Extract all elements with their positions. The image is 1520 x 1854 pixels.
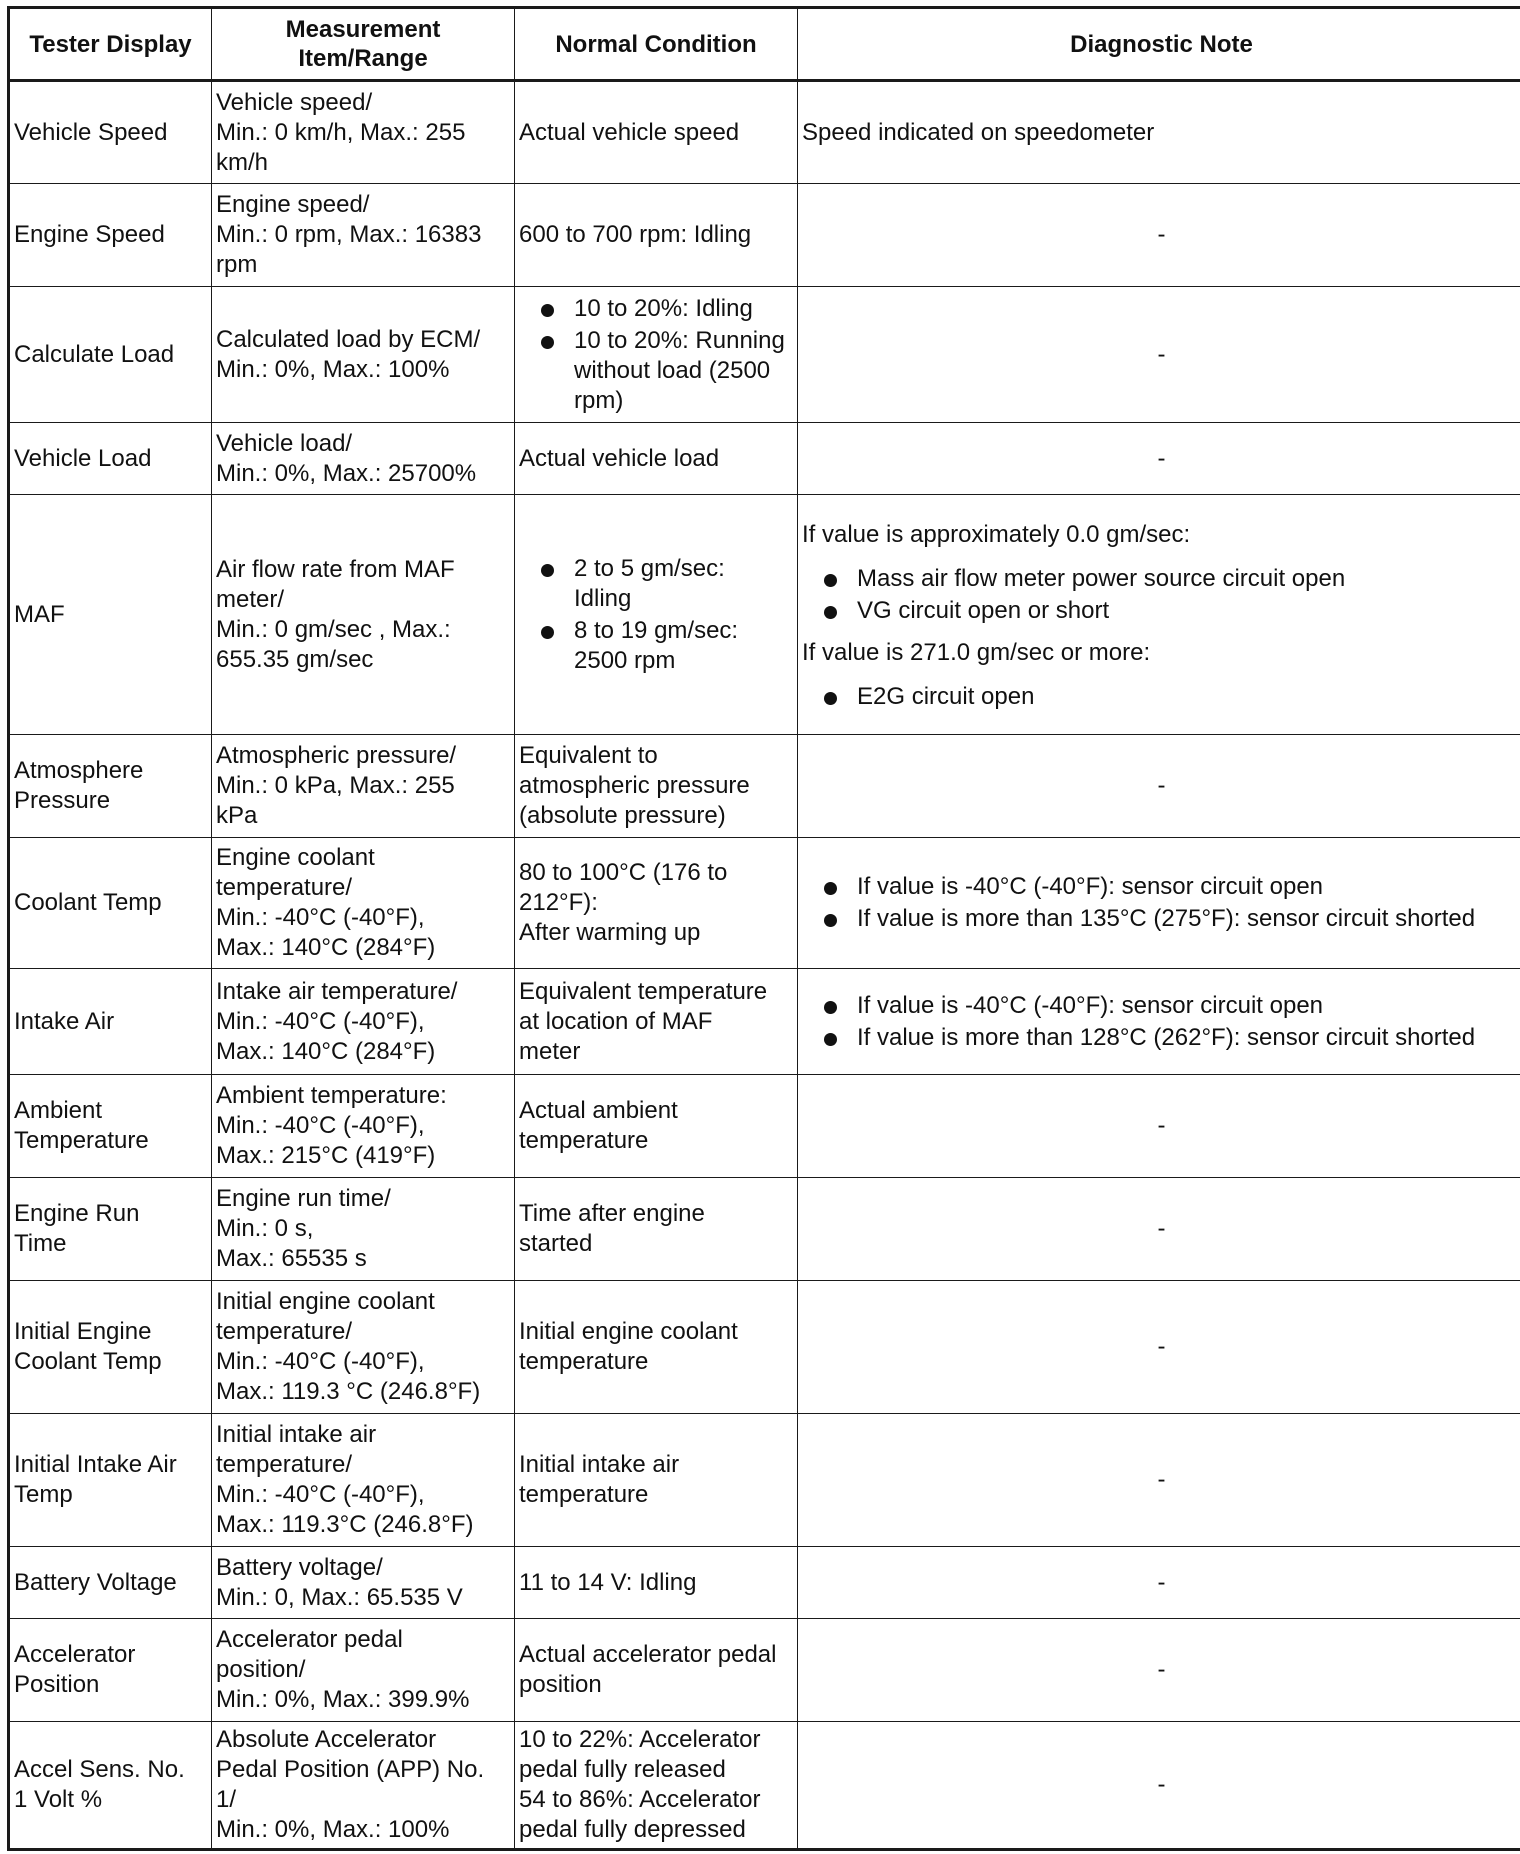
- measurement-cell: Atmospheric pressure/ Min.: 0 kPa, Max.: 255 kPa: [212, 735, 515, 838]
- diagnostic-note-cell: Speed indicated on speedometer: [798, 81, 1520, 184]
- measurement-cell: Vehicle speed/ Min.: 0 km/h, Max.: 255 km/h: [212, 81, 515, 184]
- measurement-cell: Engine speed/ Min.: 0 rpm, Max.: 16383 rpm: [212, 184, 515, 287]
- table-row: [9, 495, 1520, 735]
- header-tester-display: Tester Display: [9, 8, 212, 81]
- tester-display-cell: Engine Speed: [9, 184, 212, 287]
- list-item: 10 to 20%: Idling: [574, 294, 793, 324]
- measurement-cell: Initial intake air temperature/ Min.: -40°C (-40°F), Max.: 119.3°C (246.8°F): [212, 1414, 515, 1547]
- normal-condition-cell: Initial engine coolant temperature: [515, 1281, 798, 1414]
- table-row: [9, 1075, 1520, 1178]
- diagnostic-note-cell: -: [798, 735, 1520, 838]
- tester-display-cell: Calculate Load: [9, 287, 212, 423]
- tester-display-cell: Accel Sens. No. 1 Volt %: [9, 1722, 212, 1850]
- normal-condition-cell: [515, 287, 798, 423]
- diagnostic-note-cell: -: [798, 287, 1520, 423]
- normal-condition-cell: Equivalent temperature at location of MAF meter: [515, 969, 798, 1075]
- table-row: [9, 735, 1520, 838]
- list-item: 10 to 20%: Running without load (2500 rpm): [574, 326, 793, 416]
- diagnostic-note-block: [802, 520, 1520, 712]
- header-measurement-item-range: Measurement Item/Range: [212, 8, 515, 81]
- note-intro: If value is approximately 0.0 gm/sec:: [802, 520, 1191, 548]
- table-row: [9, 1281, 1520, 1414]
- tester-display-cell: Ambient Temperature: [9, 1075, 212, 1178]
- tester-display-cell: Intake Air: [9, 969, 212, 1075]
- diagnostic-note-cell: -: [798, 184, 1520, 287]
- diagnostic-note-cell: -: [798, 1722, 1520, 1850]
- measurement-cell: Air flow rate from MAF meter/ Min.: 0 gm/sec , Max.: 655.35 gm/sec: [212, 495, 515, 735]
- diagnostic-note-cell: [798, 838, 1520, 969]
- table-row: [9, 1722, 1520, 1850]
- tester-display-cell: Vehicle Speed: [9, 81, 212, 184]
- measurement-cell: Engine run time/ Min.: 0 s, Max.: 65535 s: [212, 1178, 515, 1281]
- table-row: [9, 1619, 1520, 1722]
- normal-condition-cell: Time after engine started: [515, 1178, 798, 1281]
- list-item: 2 to 5 gm/sec: Idling: [574, 554, 793, 614]
- measurement-cell: Vehicle load/ Min.: 0%, Max.: 25700%: [212, 423, 515, 495]
- diagnostic-note-cell: -: [798, 1414, 1520, 1547]
- measurement-cell: Engine coolant temperature/ Min.: -40°C (-40°F), Max.: 140°C (284°F): [212, 838, 515, 969]
- table-row: [9, 81, 1520, 184]
- table-row: [9, 287, 1520, 423]
- diagnostic-note-cell: -: [798, 423, 1520, 495]
- table-row: [9, 1178, 1520, 1281]
- tester-display-cell: Vehicle Load: [9, 423, 212, 495]
- list-item: If value is -40°C (-40°F): sensor circuit open: [857, 991, 1520, 1021]
- table-row: [9, 423, 1520, 495]
- tester-display-cell: Initial Intake Air Temp: [9, 1414, 212, 1547]
- normal-condition-cell: [515, 495, 798, 735]
- tester-display-cell: Engine Run Time: [9, 1178, 212, 1281]
- tester-display-cell: Coolant Temp: [9, 838, 212, 969]
- diagnostic-note-cell: -: [798, 1547, 1520, 1619]
- diagnostic-note-cell: -: [798, 1281, 1520, 1414]
- header-diagnostic-note: Diagnostic Note: [798, 8, 1520, 81]
- normal-condition-cell: 10 to 22%: Accelerator pedal fully released 54 to 86%: Accelerator pedal fully depressed: [515, 1722, 798, 1850]
- table-row: [9, 838, 1520, 969]
- tester-display-cell: Battery Voltage: [9, 1547, 212, 1619]
- normal-condition-cell: 80 to 100°C (176 to 212°F): After warming up: [515, 838, 798, 969]
- normal-condition-cell: Actual vehicle speed: [515, 81, 798, 184]
- normal-condition-cell: 600 to 700 rpm: Idling: [515, 184, 798, 287]
- normal-condition-list: [519, 294, 793, 416]
- normal-condition-cell: 11 to 14 V: Idling: [515, 1547, 798, 1619]
- list-item: Mass air flow meter power source circuit open: [857, 564, 1520, 594]
- normal-condition-cell: Actual accelerator pedal position: [515, 1619, 798, 1722]
- measurement-cell: Battery voltage/ Min.: 0, Max.: 65.535 V: [212, 1547, 515, 1619]
- note-list: [802, 682, 1520, 712]
- diagnostic-note-cell: [798, 969, 1520, 1075]
- measurement-cell: Intake air temperature/ Min.: -40°C (-40°F), Max.: 140°C (284°F): [212, 969, 515, 1075]
- measurement-cell: Absolute Accelerator Pedal Position (APP) No. 1/ Min.: 0%, Max.: 100%: [212, 1722, 515, 1850]
- list-item: If value is more than 128°C (262°F): sensor circuit shorted: [857, 1023, 1520, 1053]
- table-row: [9, 1547, 1520, 1619]
- table-row: [9, 1414, 1520, 1547]
- diagnostic-note-cell: -: [798, 1619, 1520, 1722]
- measurement-cell: Ambient temperature: Min.: -40°C (-40°F), Max.: 215°C (419°F): [212, 1075, 515, 1178]
- header-normal-condition: Normal Condition: [515, 8, 798, 81]
- table-row: [9, 969, 1520, 1075]
- table-row: [9, 184, 1520, 287]
- measurement-cell: Accelerator pedal position/ Min.: 0%, Max.: 399.9%: [212, 1619, 515, 1722]
- diagnostic-note-cell: -: [798, 1075, 1520, 1178]
- list-item: 8 to 19 gm/sec: 2500 rpm: [574, 616, 793, 676]
- measurement-cell: Calculated load by ECM/ Min.: 0%, Max.: 100%: [212, 287, 515, 423]
- list-item: If value is -40°C (-40°F): sensor circuit open: [857, 872, 1520, 902]
- diagnostic-note-cell: -: [798, 1178, 1520, 1281]
- normal-condition-cell: Equivalent to atmospheric pressure (absolute pressure): [515, 735, 798, 838]
- list-item: If value is more than 135°C (275°F): sensor circuit shorted: [857, 904, 1520, 934]
- diagnostic-data-table: [7, 6, 1520, 1851]
- normal-condition-cell: Initial intake air temperature: [515, 1414, 798, 1547]
- note-intro: If value is 271.0 gm/sec or more:: [802, 638, 1151, 666]
- measurement-cell: Initial engine coolant temperature/ Min.: -40°C (-40°F), Max.: 119.3 °C (246.8°F): [212, 1281, 515, 1414]
- tester-display-cell: Atmosphere Pressure: [9, 735, 212, 838]
- tester-display-cell: MAF: [9, 495, 212, 735]
- normal-condition-cell: Actual vehicle load: [515, 423, 798, 495]
- tester-display-cell: Accelerator Position: [9, 1619, 212, 1722]
- note-list: [802, 872, 1520, 934]
- list-item: VG circuit open or short: [857, 596, 1520, 626]
- normal-condition-cell: Actual ambient temperature: [515, 1075, 798, 1178]
- diagnostic-note-cell: [798, 495, 1520, 735]
- tester-display-cell: Initial Engine Coolant Temp: [9, 1281, 212, 1414]
- normal-condition-list: [519, 554, 793, 676]
- note-list: [802, 991, 1520, 1053]
- header-row: [9, 8, 1520, 81]
- list-item: E2G circuit open: [857, 682, 1520, 712]
- note-list: [802, 564, 1520, 626]
